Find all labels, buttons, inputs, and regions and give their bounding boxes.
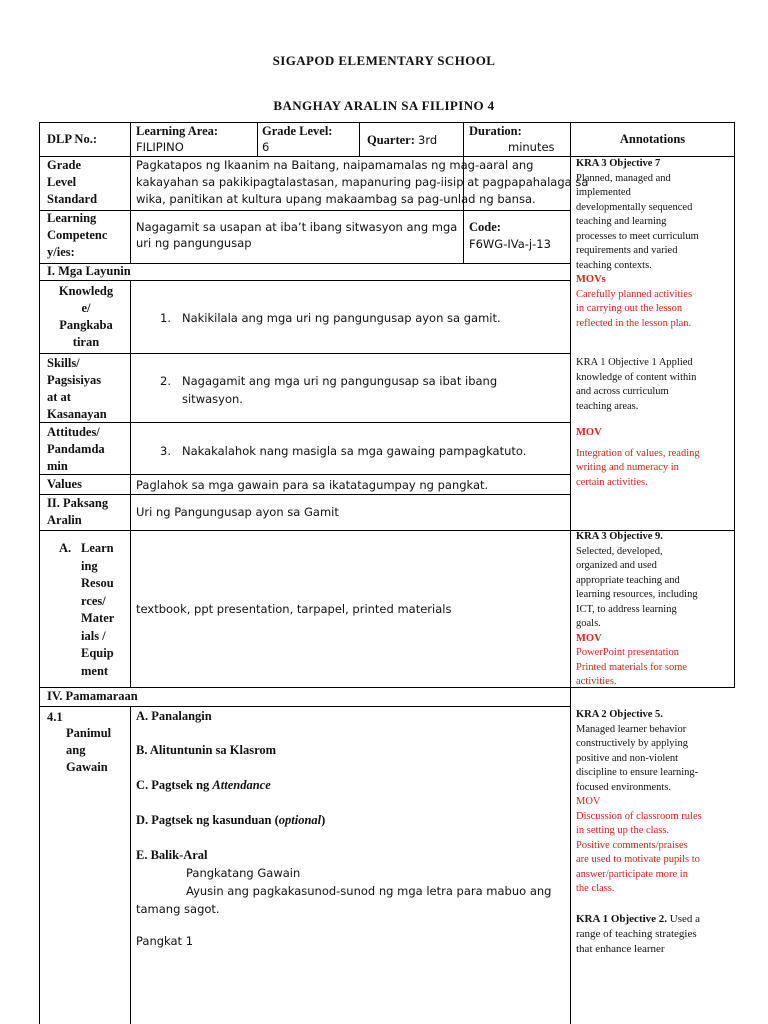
- attitudes-label-line: min: [47, 459, 68, 473]
- annotation-title: KRA 3 Objective 9.: [576, 531, 663, 542]
- group-label: Pangkat 1: [136, 934, 194, 948]
- competency-label-line: Competenc: [47, 228, 108, 242]
- step-d-italic: optional: [278, 813, 322, 827]
- learning-area-label: Learning Area:: [136, 124, 219, 138]
- values-label: Values: [47, 477, 82, 491]
- annotation-line: and across curriculum: [576, 386, 669, 397]
- annotation-mov-line: reflected in the lesson plan.: [576, 317, 692, 329]
- attitudes-label-line: Pandamda: [47, 442, 105, 456]
- skills-label-line: Skills/: [47, 356, 80, 370]
- step-e-sub2-line: Ayusin ang pagkakasunod-sunod ng mga letra para mabuo ang: [186, 884, 552, 898]
- annotation-mov-line: answer/participate more in: [576, 868, 688, 880]
- annotation-line: processes to meet curriculum: [576, 230, 699, 242]
- annotation-line: range of teaching strategies: [576, 928, 697, 940]
- skills-label: [47, 355, 107, 423]
- resources-label-line: rces/: [81, 593, 106, 608]
- resources-label-line: ment: [81, 663, 109, 678]
- knowledge-label-line: e/: [81, 301, 91, 315]
- annotation-line: teaching and learning: [576, 216, 667, 227]
- annotation-line: ICT, to address learning: [576, 603, 677, 615]
- resources-label: [81, 540, 114, 680]
- annotation-mov-line: in setting up the class.: [576, 825, 670, 836]
- paksang-label-line: Aralin: [47, 513, 82, 527]
- annotation-line: focused environments.: [576, 781, 672, 793]
- annotation-mov-line: Integration of values, reading: [576, 447, 700, 459]
- annotation-title: KRA 1 Objective 2.: [576, 913, 668, 925]
- knowledge-label-line: Pangkaba: [59, 318, 113, 332]
- standard-label-line: Standard: [47, 192, 98, 206]
- annotation-kra3-obj7: [576, 157, 734, 331]
- annotation-title-rest: Used a: [667, 913, 701, 925]
- annotation-mov-line: Discussion of classroom rules: [576, 810, 702, 822]
- quarter: [367, 131, 437, 149]
- grade-level-value: 6: [262, 140, 270, 154]
- standard-label-line: Grade: [47, 158, 82, 172]
- standard-label-line: Level: [47, 175, 77, 189]
- step-e-sub1: Pangkatang Gawain: [186, 866, 301, 880]
- skills-label-line: Kasanayan: [47, 407, 107, 421]
- panimula-label-line: ang: [66, 743, 86, 757]
- annotation-mov-title: MOV: [576, 796, 601, 807]
- dlp-label: DLP No.:: [47, 132, 97, 146]
- annotation-mov-line: PowerPoint presentation: [576, 647, 679, 658]
- annotation-mov-line: Printed materials for some: [576, 661, 688, 673]
- step-b: B. Alituntunin sa Klasrom: [136, 743, 277, 757]
- panimula-label: [66, 725, 111, 776]
- standard-text: [136, 157, 588, 208]
- annotation-line: knowledge of content within: [576, 371, 697, 383]
- resources-label-line: Mater: [81, 611, 115, 625]
- annotation-line: implemented: [576, 187, 631, 198]
- competency-text-line: uri ng pangungusap: [136, 236, 252, 250]
- skills-label-line: Pagsisiyas: [47, 373, 102, 387]
- panimula-label-line: Panimul: [66, 726, 112, 740]
- annotation-mov-line: the class.: [576, 883, 615, 894]
- annotation-line: teaching contexts.: [576, 259, 652, 271]
- annotation-mov-line: Positive comments/praises: [576, 839, 688, 851]
- knowledge-label-line: tiran: [72, 335, 100, 349]
- resources-label-line: ials /: [81, 628, 106, 643]
- skills-num: 2.: [160, 374, 171, 388]
- competency-text: [136, 219, 457, 251]
- annotation-line: developmentally sequenced: [576, 201, 693, 213]
- skills-label-line: at at: [47, 390, 71, 404]
- skills-text-line: sitwasyon.: [182, 392, 243, 406]
- annotation-line: positive and non-violent: [576, 752, 679, 764]
- step-c-italic: Attendance: [212, 778, 271, 792]
- pamamaraan-num: 4.1: [47, 710, 63, 724]
- skills-text-line: Nagagamit ang mga uri ng pangungusap sa ibat ibang: [182, 374, 498, 388]
- competency-label-line: y/ies:: [47, 245, 75, 259]
- step-e: E. Balik-Aral: [136, 848, 208, 862]
- annotation-line: that enhance learner: [576, 943, 665, 955]
- attitudes-label-line: Attitudes/: [47, 425, 100, 439]
- annotation-mov-line: certain activities.: [576, 476, 648, 488]
- panimula-label-line: Gawain: [66, 760, 108, 774]
- annotation-line: KRA 1 Objective 1 Applied: [576, 357, 693, 368]
- annotation-mov-line: activities.: [576, 676, 617, 687]
- paksang-label-line: II. Paksang: [47, 496, 109, 510]
- code-label: Code:: [469, 220, 501, 234]
- quarter-label: Quarter:: [367, 133, 415, 147]
- resources-letter: A.: [59, 541, 72, 555]
- layunin-heading: I. Mga Layunin: [47, 264, 131, 278]
- knowledge-label: [45, 283, 127, 351]
- annotation-mov-line: are used to motivate pupils to: [576, 854, 700, 865]
- annotation-mov-title: MOV: [576, 427, 602, 438]
- annotation-line: Selected, developed,: [576, 545, 663, 557]
- annotation-line: teaching areas.: [576, 400, 639, 412]
- step-c-text: C. Pagtsek ng: [136, 778, 213, 792]
- resources-text: textbook, ppt presentation, tarpapel, printed materials: [136, 602, 452, 616]
- annotation-title: KRA 3 Objective 7: [576, 158, 661, 169]
- paksang-label: [47, 495, 108, 529]
- annotation-line: discipline to ensure learning-: [576, 767, 699, 778]
- pamamaraan-heading: IV. Pamamaraan: [47, 689, 138, 703]
- step-d-suffix: ): [321, 813, 326, 827]
- competency-label-line: Learning: [47, 211, 97, 225]
- annotation-line: organized and used: [576, 560, 657, 571]
- quarter-value: 3rd: [418, 133, 438, 147]
- school-name: SIGAPOD ELEMENTARY SCHOOL: [272, 53, 496, 68]
- resources-label-line: Learn: [81, 541, 114, 555]
- resources-label-line: Resou: [81, 576, 114, 590]
- competency-label: [47, 210, 107, 261]
- skills-text: [182, 372, 497, 408]
- annotation-mov-line: writing and numeracy in: [576, 462, 679, 473]
- step-a: A. Panalangin: [136, 709, 212, 723]
- learning-area-value: FILIPINO: [136, 140, 184, 154]
- knowledge-text: Nakikilala ang mga uri ng pangungusap ayon sa gamit.: [182, 311, 501, 325]
- attitudes-text: Nakakalahok nang masigla sa mga gawaing pampagkatuto.: [182, 444, 527, 458]
- paksang-text: Uri ng Pangungusap ayon sa Gamit: [136, 505, 339, 519]
- code-value: F6WG-IVa-j-13: [469, 237, 551, 251]
- lesson-plan-title: BANGHAY ARALIN SA FILIPINO 4: [273, 98, 495, 113]
- duration-label: Duration:: [469, 124, 522, 138]
- attitudes-num: 3.: [160, 444, 171, 458]
- step-d-text: D. Pagtsek ng kasunduan (: [136, 813, 279, 827]
- standard-label: [47, 157, 97, 208]
- annotations-header: Annotations: [619, 132, 686, 146]
- annotation-kra2-obj5: [576, 708, 734, 897]
- step-e-sub2-line: tamang sagot.: [136, 902, 220, 916]
- grade-level-label: Grade Level:: [262, 124, 333, 138]
- standard-text-line: kakayahan sa pakikipagtalastasan, mapanuring pag-iisip at pagpapahalaga sa: [136, 175, 589, 189]
- annotation-line: goals.: [576, 618, 601, 629]
- standard-text-line: Pagkatapos ng Ikaanim na Baitang, naipamamalas ng mag-aaral ang: [136, 158, 534, 172]
- annotation-line: appropriate teaching and: [576, 574, 680, 586]
- annotation-kra3-obj9: [576, 530, 734, 690]
- annotation-title: KRA 2 Objective 5.: [576, 709, 663, 720]
- annotation-line: Managed learner behavior: [576, 723, 687, 735]
- attitudes-label: [47, 424, 105, 475]
- knowledge-label-line: Knowledg: [58, 284, 114, 298]
- knowledge-num: 1.: [160, 311, 171, 325]
- step-e-sub2: [136, 882, 566, 918]
- standard-text-line: wika, panitikan at kultura upang makaambag sa pag-unlad ng bansa.: [136, 192, 536, 206]
- step-d: [136, 812, 325, 829]
- resources-label-line: ing: [81, 558, 98, 573]
- annotation-movs-title: MOVs: [576, 274, 606, 285]
- annotation-mov-line: in carrying out the lesson: [576, 303, 683, 314]
- annotation-mov-1: [576, 426, 734, 490]
- annotation-kra1-obj2: [576, 912, 734, 957]
- resources-label-line: Equip: [81, 646, 114, 660]
- step-c: [136, 777, 271, 794]
- annotation-line: Planned, managed and: [576, 172, 671, 184]
- lesson-plan-table: [39, 122, 735, 1024]
- annotation-kra1-obj1: [576, 356, 734, 414]
- annotation-line: learning resources, including: [576, 589, 698, 600]
- annotation-mov-line: Carefully planned activities: [576, 288, 693, 300]
- competency-text-line: Nagagamit sa usapan at iba’t ibang sitwasyon ang mga: [136, 220, 458, 234]
- duration-value: minutes: [508, 140, 555, 154]
- annotation-line: constructively by applying: [576, 738, 688, 749]
- annotation-mov-title: MOV: [576, 632, 602, 644]
- annotation-line: requirements and varied: [576, 245, 678, 256]
- values-text: Paglahok sa mga gawain para sa ikatatagumpay ng pangkat.: [136, 478, 489, 492]
